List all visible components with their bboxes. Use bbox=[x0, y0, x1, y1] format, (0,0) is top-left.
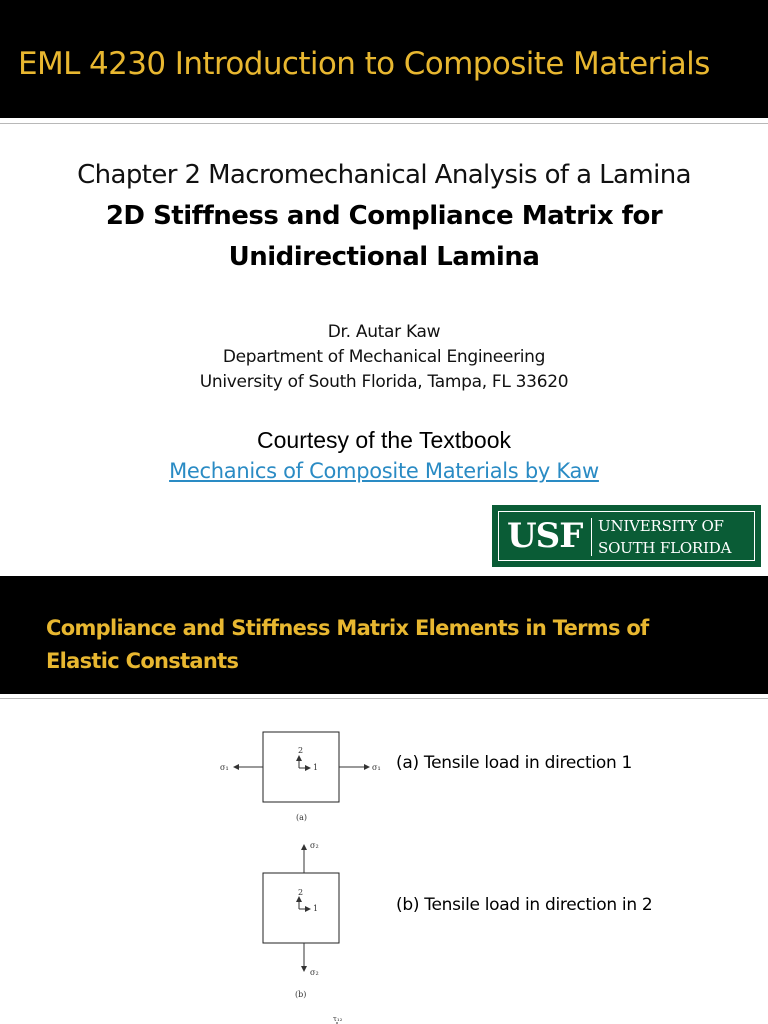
slide2-title-line2: Elastic Constants bbox=[46, 649, 239, 673]
axis-2-label-b: 2 bbox=[298, 888, 304, 897]
slide1-title: EML 4230 Introduction to Composite Materials bbox=[18, 46, 710, 82]
lamina-square-a bbox=[263, 732, 339, 802]
figure-a-caption: (a) Tensile load in direction 1 bbox=[396, 753, 633, 773]
axis-2-label-a: 2 bbox=[298, 746, 304, 755]
usf-logo-abbr: USF bbox=[507, 516, 583, 556]
author-name: Dr. Autar Kaw bbox=[327, 322, 441, 342]
subtitle-line2: Unidirectional Lamina bbox=[228, 242, 540, 272]
slide2-title-line1: Compliance and Stiffness Matrix Elements in Terms of bbox=[46, 616, 649, 640]
lamina-square-b bbox=[263, 873, 339, 943]
axis-1-label-b: 1 bbox=[313, 904, 319, 913]
subtitle-line1: 2D Stiffness and Compliance Matrix for bbox=[105, 201, 663, 231]
figure-label-a: (a) bbox=[296, 813, 308, 822]
chapter-heading: Chapter 2 Macromechanical Analysis of a Lamina bbox=[77, 160, 691, 190]
stress-label-bottom-b: σ₂ bbox=[310, 968, 319, 977]
stress-label-left-a: σ₁ bbox=[220, 763, 229, 772]
author-department: Department of Mechanical Engineering bbox=[222, 347, 546, 367]
textbook-link[interactable]: Mechanics of Composite Materials by Kaw bbox=[169, 459, 599, 483]
figure-b-caption: (b) Tensile load in direction in 2 bbox=[396, 895, 653, 915]
usf-logo-line1: UNIVERSITY OF bbox=[598, 517, 724, 535]
author-university: University of South Florida, Tampa, FL 33620 bbox=[199, 372, 569, 392]
shear-stress-label-c: τ₁₂ bbox=[333, 1015, 343, 1023]
figure-label-b: (b) bbox=[295, 990, 307, 999]
courtesy-text: Courtesy of the Textbook bbox=[257, 427, 511, 453]
stress-label-right-a: σ₁ bbox=[372, 763, 381, 772]
usf-logo-line2: SOUTH FLORIDA bbox=[598, 539, 732, 557]
axis-1-label-a: 1 bbox=[313, 763, 319, 772]
stress-label-top-b: σ₂ bbox=[310, 841, 319, 850]
